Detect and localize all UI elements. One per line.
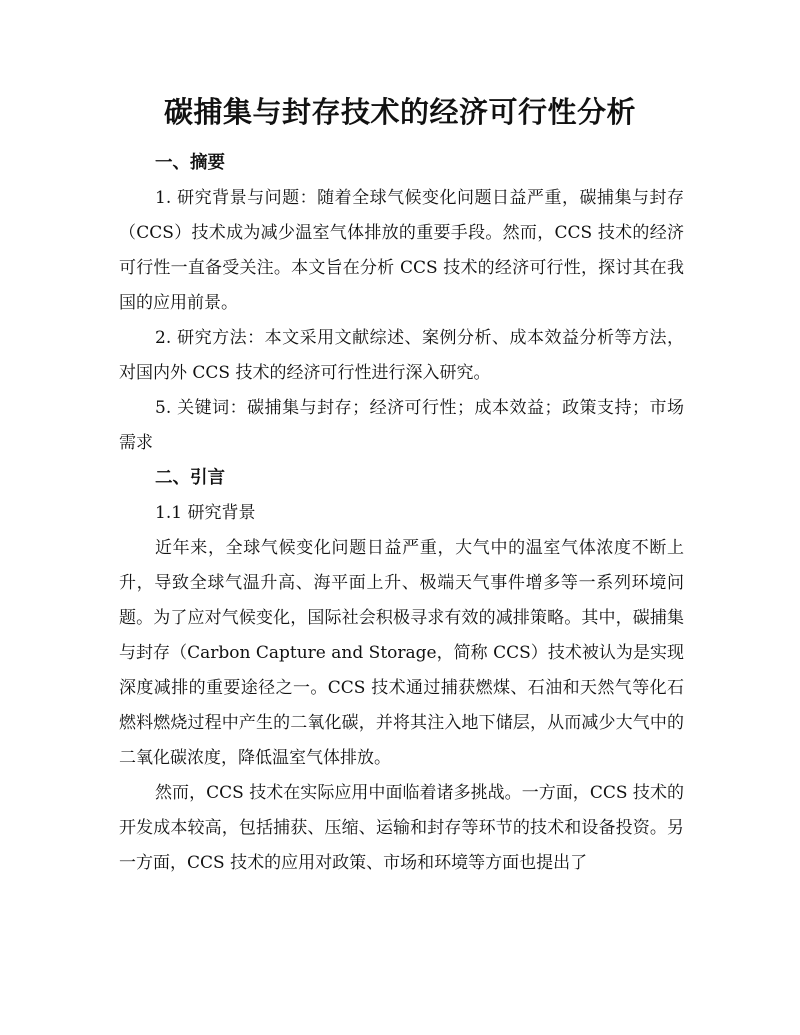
abstract-paragraph-keywords: 5. 关键词：碳捕集与封存；经济可行性；成本效益；政策支持；市场需求 <box>119 398 684 453</box>
document-body <box>119 146 684 881</box>
abstract-paragraph-method: 2. 研究方法：本文采用文献综述、案例分析、成本效益分析等方法，对国内外 CCS 技术的经济可行性进行深入研究。 <box>119 328 684 383</box>
section-heading-abstract: 一、摘要 <box>155 153 225 173</box>
introduction-paragraph-1: 近年来，全球气候变化问题日益严重，大气中的温室气体浓度不断上升，导致全球气温升高、海平面上升、极端天气事件增多等一系列环境问题。为了应对气候变化，国际社会积极寻求有效的减排策略。其中，碳捕集与封存（Carbon Capture and Storage，简称 CCS）技术被认为是实现深度减排的重要途径之一。CCS 技术通过捕获燃煤、石油和天然气等化石燃料燃烧过程中产生的二氧化碳，并将其注入地下储层，从而减少大气中的二氧化碳浓度，降低温室气体排放。 <box>119 538 684 768</box>
subsection-heading-background: 1.1 研究背景 <box>155 503 256 523</box>
abstract-paragraph-background: 1. 研究背景与问题：随着全球气候变化问题日益严重，碳捕集与封存（CCS）技术成为减少温室气体排放的重要手段。然而，CCS 技术的经济可行性一直备受关注。本文旨在分析 CCS 技术的经济可行性，探讨其在我国的应用前景。 <box>119 188 684 313</box>
section-heading-introduction: 二、引言 <box>155 468 225 488</box>
introduction-paragraph-2: 然而，CCS 技术在实际应用中面临着诸多挑战。一方面，CCS 技术的开发成本较高，包括捕获、压缩、运输和封存等环节的技术和设备投资。另一方面，CCS 技术的应用对政策、市场和环境等方面也提出了 <box>119 783 684 873</box>
document-title: 碳捕集与封存技术的经济可行性分析 <box>163 95 636 129</box>
